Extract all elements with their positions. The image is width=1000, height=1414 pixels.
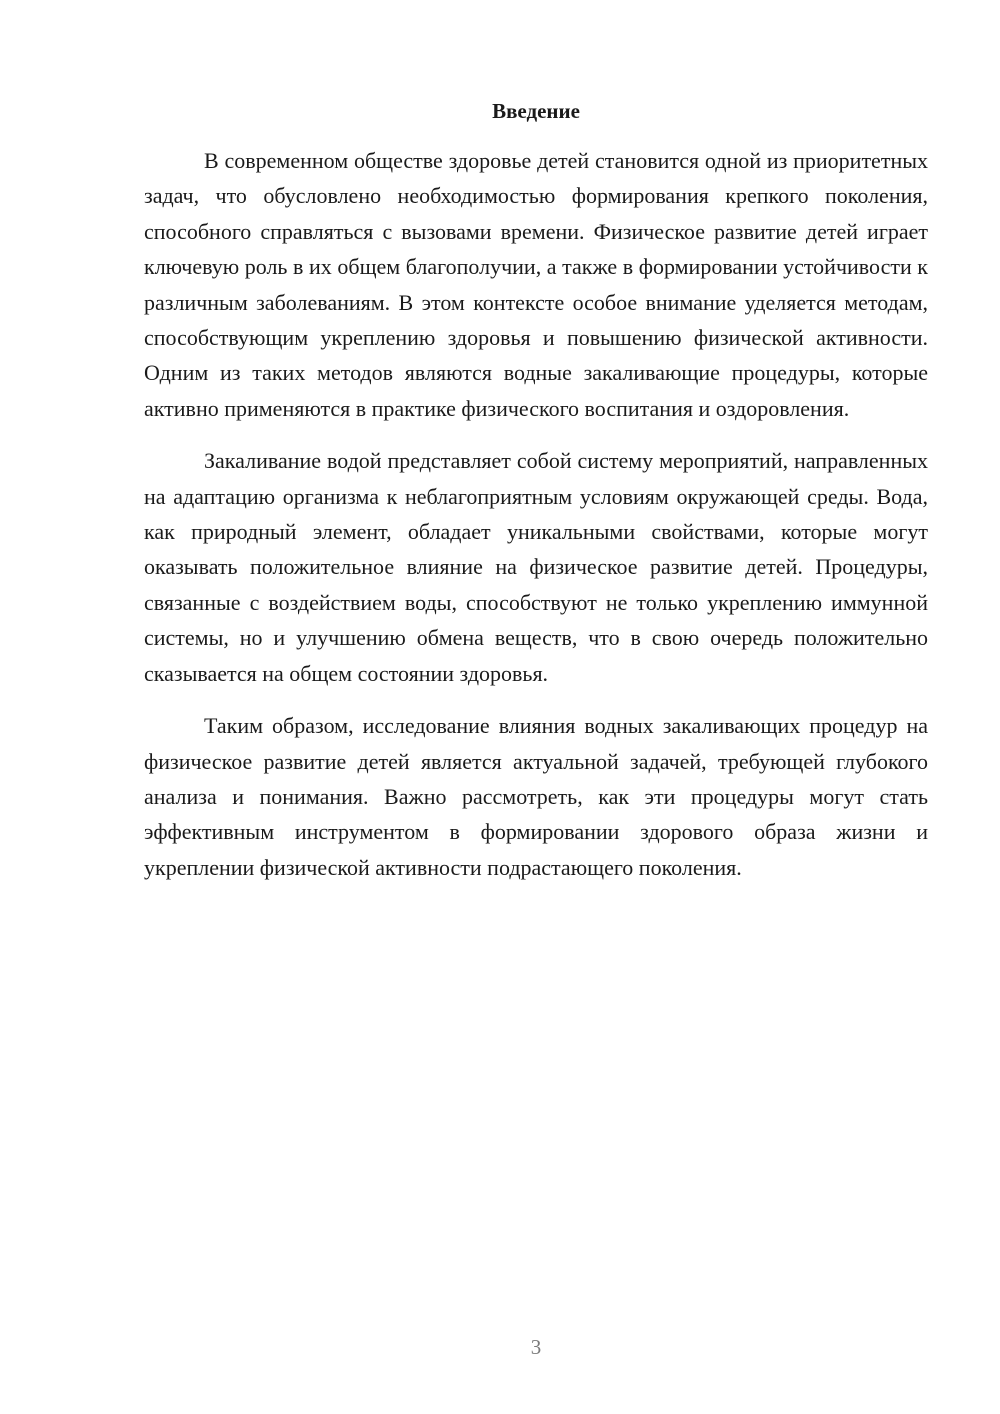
- page-number: 3: [530, 1335, 542, 1359]
- body-text: [144, 143, 928, 902]
- section-title: Введение: [492, 99, 580, 123]
- paragraph-2: Закаливание водой представляет собой систему мероприятий, направленных на адаптацию организма к неблагоприятным условиям окружающей среды. Вода, как природный элемент, обладает уникальными свойствами, которые могут оказывать положительное влияние на физическое развитие детей. Процедуры, связанные с воздействием воды, способствуют не только укреплению иммунной системы, но и улучшению обмена веществ, что в свою очередь положительно сказывается на общем состоянии здоровья.: [144, 448, 928, 686]
- paragraph-3: Таким образом, исследование влияния водных закаливающих процедур на физическое развитие детей является актуальной задачей, требующей глубокого анализа и понимания. Важно рассмотреть, как эти процедуры могут стать эффективным инструментом в формировании здорового образа жизни и укреплении физической активности подрастающего поколения.: [144, 713, 928, 880]
- paragraph-1: В современном обществе здоровье детей становится одной из приоритетных задач, что обусловлено необходимостью формирования крепкого поколения, способного справляться с вызовами времени. Физическое развитие детей играет ключевую роль в их общем благополучии, а также в формировании устойчивости к различным заболеваниям. В этом контексте особое внимание уделяется методам, способствующим укреплению здоровья и повышению физической активности. Одним из таких методов являются водные закаливающие процедуры, которые активно применяются в практике физического воспитания и оздоровления.: [144, 148, 928, 421]
